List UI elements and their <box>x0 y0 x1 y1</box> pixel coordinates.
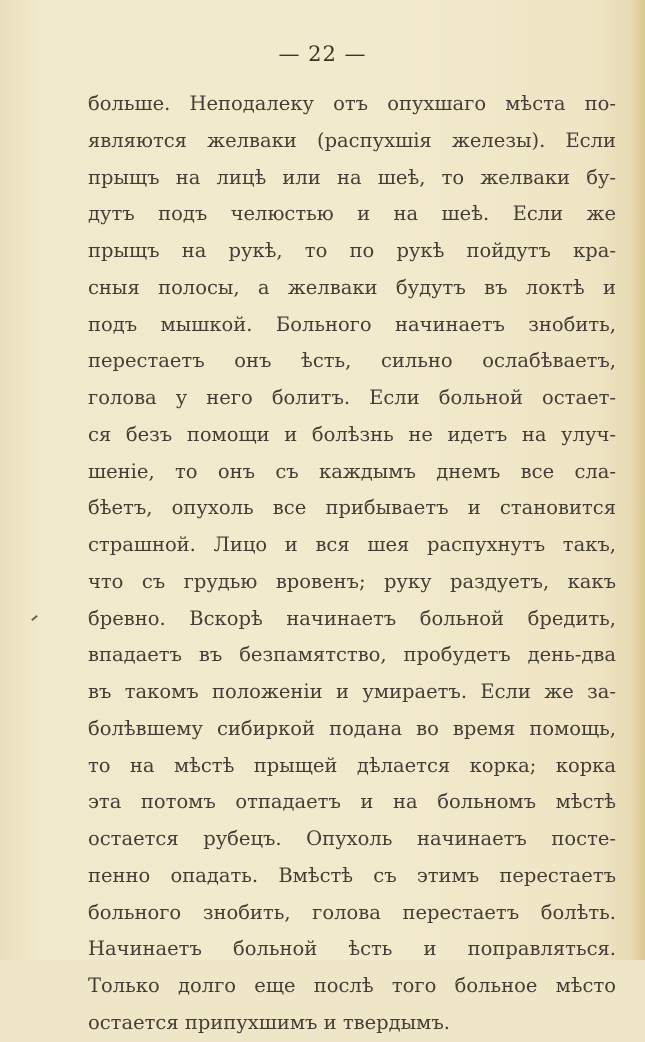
text-line: являются желваки (распухшія железы). Если <box>88 128 616 152</box>
text-line: что съ грудью вровенъ; руку раздуетъ, какъ <box>88 569 616 593</box>
text-line: бревно. Вскорѣ начинаетъ больной бредить, <box>88 606 616 630</box>
text-line: страшной. Лицо и вся шея распухнутъ такъ, <box>88 533 616 556</box>
margin-mark <box>31 615 38 621</box>
text-line: остается припухшимъ и твердымъ. <box>88 1010 450 1034</box>
text-line: перестаетъ онъ ѣсть, сильно ослабѣваетъ, <box>88 349 616 373</box>
text-line: впадаетъ въ безпамятство, пробудетъ день-два <box>88 643 616 667</box>
text-line: голова у него болитъ. Если больной остает- <box>88 386 616 409</box>
text-line: подъ мышкой. Больного начинаетъ знобить, <box>88 312 616 336</box>
text-line: больного знобить, голова перестаетъ болѣть. <box>88 900 616 924</box>
text-line: прыщъ на лицѣ или на шеѣ, то желваки бу- <box>88 165 616 189</box>
text-line: прыщъ на рукѣ, то по рукѣ пойдутъ кра- <box>88 239 616 262</box>
text-line: то на мѣстѣ прыщей дѣлается корка; корка <box>88 753 616 777</box>
text-line: шеніе, то онъ съ каждымъ днемъ все сла- <box>88 459 616 483</box>
text-line: въ такомъ положеніи и умираетъ. Если же за- <box>88 680 616 703</box>
text-line: больше. Неподалеку отъ опухшаго мѣста по- <box>88 92 616 115</box>
text-line: эта потомъ отпадаетъ и на больномъ мѣстѣ <box>88 790 616 814</box>
body-text <box>88 86 616 1042</box>
text-line: болѣвшему сибиркой подана во время помощь, <box>88 716 616 740</box>
page-number: — 22 — <box>278 42 367 66</box>
text-line: бѣетъ, опухоль все прибываетъ и становится <box>88 496 616 520</box>
page-edge-shadow <box>631 0 645 960</box>
text-line: ся безъ помощи и болѣзнь не идетъ на улуч- <box>88 422 616 446</box>
text-line: пенно опадать. Вмѣстѣ съ этимъ перестаетъ <box>88 863 616 887</box>
text-line: Только долго еще послѣ того больное мѣсто <box>88 974 616 997</box>
text-line: остается рубецъ. Опухоль начинаетъ посте- <box>88 827 616 850</box>
text-line: сныя полосы, а желваки будутъ въ локтѣ и <box>88 275 616 299</box>
text-line: Начинаетъ больной ѣсть и поправляться. <box>88 937 616 961</box>
text-line: дутъ подъ челюстью и на шеѣ. Если же <box>88 202 616 226</box>
